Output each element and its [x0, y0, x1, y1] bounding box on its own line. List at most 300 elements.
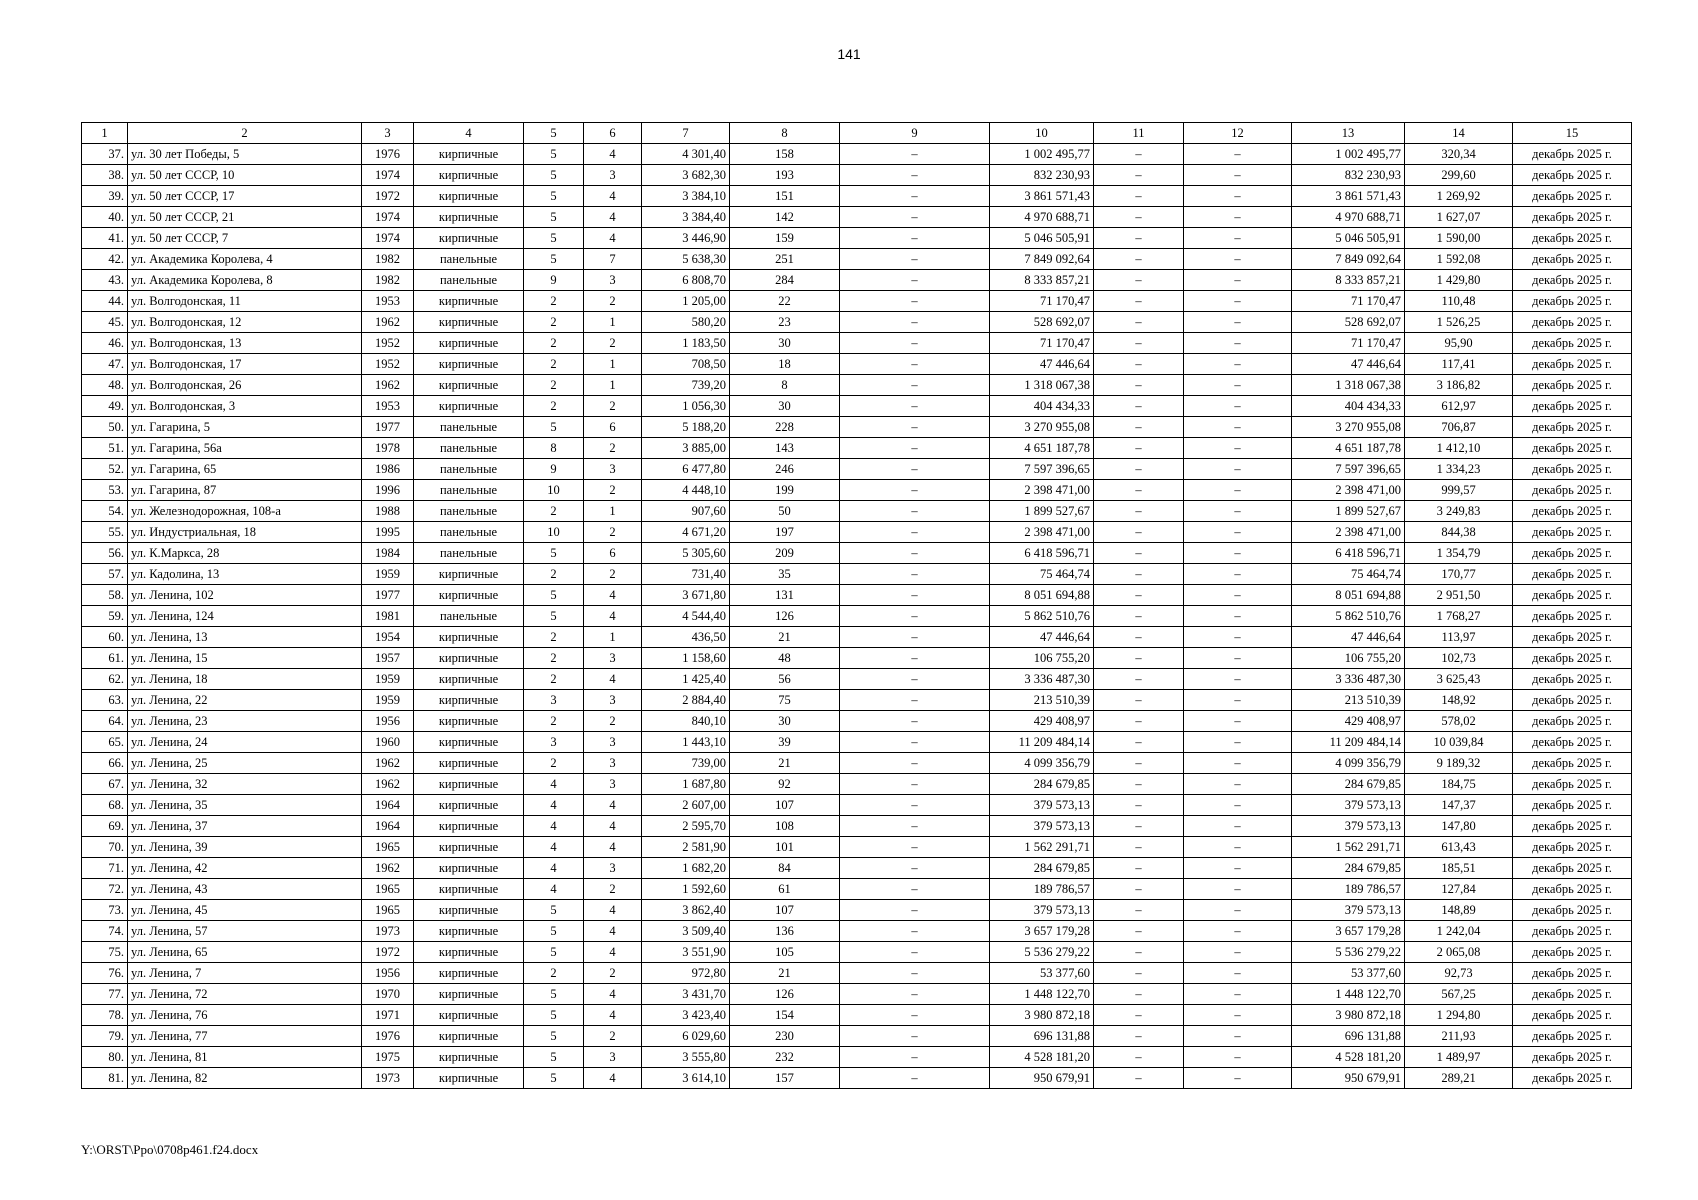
wall-material-cell: кирпичные — [414, 627, 524, 648]
entrances-cell: 1 — [584, 354, 642, 375]
row-number-cell: 48. — [82, 375, 128, 396]
cell-11-cell: – — [1094, 144, 1184, 165]
cell-12-cell: – — [1184, 1047, 1292, 1068]
completion-date-cell: декабрь 2025 г. — [1513, 291, 1632, 312]
row-number-cell: 62. — [82, 669, 128, 690]
cost-per-sqm-cell: 1 269,92 — [1405, 186, 1513, 207]
residents-cell: 107 — [730, 795, 840, 816]
cost-total-cell: 1 318 067,38 — [990, 375, 1094, 396]
cost-per-sqm-cell: 147,37 — [1405, 795, 1513, 816]
table-row — [82, 1026, 1632, 1047]
total-area-cell: 3 862,40 — [642, 900, 730, 921]
year-built-cell: 1974 — [362, 228, 414, 249]
table-row — [82, 837, 1632, 858]
cell-9-cell: – — [840, 879, 990, 900]
row-number-cell: 67. — [82, 774, 128, 795]
cost-total-cell: 189 786,57 — [990, 879, 1094, 900]
total-area-cell: 708,50 — [642, 354, 730, 375]
cost-fund-cell: 950 679,91 — [1292, 1068, 1405, 1089]
residents-cell: 157 — [730, 1068, 840, 1089]
year-built-cell: 1971 — [362, 1005, 414, 1026]
cost-fund-cell: 379 573,13 — [1292, 816, 1405, 837]
column-number: 15 — [1513, 123, 1632, 144]
cell-12-cell: – — [1184, 144, 1292, 165]
table-row — [82, 1005, 1632, 1026]
entrances-cell: 4 — [584, 984, 642, 1005]
cost-total-cell: 528 692,07 — [990, 312, 1094, 333]
wall-material-cell: кирпичные — [414, 690, 524, 711]
residents-cell: 158 — [730, 144, 840, 165]
cost-total-cell: 284 679,85 — [990, 858, 1094, 879]
cost-per-sqm-cell: 706,87 — [1405, 417, 1513, 438]
floors-cell: 5 — [524, 1026, 584, 1047]
year-built-cell: 1977 — [362, 585, 414, 606]
cost-per-sqm-cell: 147,80 — [1405, 816, 1513, 837]
completion-date-cell: декабрь 2025 г. — [1513, 1068, 1632, 1089]
year-built-cell: 1953 — [362, 291, 414, 312]
entrances-cell: 3 — [584, 1047, 642, 1068]
total-area-cell: 3 384,40 — [642, 207, 730, 228]
total-area-cell: 3 446,90 — [642, 228, 730, 249]
year-built-cell: 1970 — [362, 984, 414, 1005]
completion-date-cell: декабрь 2025 г. — [1513, 417, 1632, 438]
cell-12-cell: – — [1184, 186, 1292, 207]
year-built-cell: 1995 — [362, 522, 414, 543]
year-built-cell: 1977 — [362, 417, 414, 438]
table-row — [82, 627, 1632, 648]
wall-material-cell: кирпичные — [414, 753, 524, 774]
completion-date-cell: декабрь 2025 г. — [1513, 753, 1632, 774]
cost-total-cell: 1 562 291,71 — [990, 837, 1094, 858]
year-built-cell: 1976 — [362, 1026, 414, 1047]
cost-total-cell: 832 230,93 — [990, 165, 1094, 186]
cell-12-cell: – — [1184, 585, 1292, 606]
cost-fund-cell: 213 510,39 — [1292, 690, 1405, 711]
cost-total-cell: 696 131,88 — [990, 1026, 1094, 1047]
table-row — [82, 270, 1632, 291]
cell-12-cell: – — [1184, 900, 1292, 921]
entrances-cell: 2 — [584, 564, 642, 585]
wall-material-cell: кирпичные — [414, 291, 524, 312]
column-number: 12 — [1184, 123, 1292, 144]
cost-fund-cell: 1 899 527,67 — [1292, 501, 1405, 522]
row-number-cell: 72. — [82, 879, 128, 900]
floors-cell: 4 — [524, 816, 584, 837]
cell-9-cell: – — [840, 438, 990, 459]
cell-11-cell: – — [1094, 501, 1184, 522]
wall-material-cell: панельные — [414, 270, 524, 291]
floors-cell: 5 — [524, 165, 584, 186]
column-number: 11 — [1094, 123, 1184, 144]
entrances-cell: 4 — [584, 921, 642, 942]
cell-11-cell: – — [1094, 585, 1184, 606]
wall-material-cell: кирпичные — [414, 984, 524, 1005]
total-area-cell: 5 638,30 — [642, 249, 730, 270]
residents-cell: 21 — [730, 753, 840, 774]
year-built-cell: 1962 — [362, 774, 414, 795]
cell-11-cell: – — [1094, 648, 1184, 669]
table-row — [82, 207, 1632, 228]
cell-9-cell: – — [840, 1005, 990, 1026]
total-area-cell: 3 885,00 — [642, 438, 730, 459]
cost-fund-cell: 528 692,07 — [1292, 312, 1405, 333]
year-built-cell: 1962 — [362, 858, 414, 879]
row-number-cell: 59. — [82, 606, 128, 627]
cell-9-cell: – — [840, 459, 990, 480]
cost-fund-cell: 189 786,57 — [1292, 879, 1405, 900]
total-area-cell: 4 544,40 — [642, 606, 730, 627]
address-cell: ул. Ленина, 24 — [128, 732, 362, 753]
entrances-cell: 4 — [584, 144, 642, 165]
residents-cell: 126 — [730, 984, 840, 1005]
cost-per-sqm-cell: 299,60 — [1405, 165, 1513, 186]
cell-9-cell: – — [840, 270, 990, 291]
cost-fund-cell: 429 408,97 — [1292, 711, 1405, 732]
cell-12-cell: – — [1184, 858, 1292, 879]
cell-11-cell: – — [1094, 858, 1184, 879]
column-number: 14 — [1405, 123, 1513, 144]
year-built-cell: 1953 — [362, 396, 414, 417]
entrances-cell: 2 — [584, 333, 642, 354]
wall-material-cell: кирпичные — [414, 333, 524, 354]
cost-total-cell: 379 573,13 — [990, 900, 1094, 921]
floors-cell: 10 — [524, 480, 584, 501]
floors-cell: 2 — [524, 564, 584, 585]
cost-fund-cell: 5 862 510,76 — [1292, 606, 1405, 627]
table-row — [82, 816, 1632, 837]
floors-cell: 2 — [524, 753, 584, 774]
residents-cell: 284 — [730, 270, 840, 291]
cost-total-cell: 4 528 181,20 — [990, 1047, 1094, 1068]
table-row — [82, 144, 1632, 165]
year-built-cell: 1982 — [362, 249, 414, 270]
cell-9-cell: – — [840, 207, 990, 228]
table-row — [82, 942, 1632, 963]
cost-total-cell: 5 536 279,22 — [990, 942, 1094, 963]
cost-total-cell: 47 446,64 — [990, 354, 1094, 375]
entrances-cell: 6 — [584, 417, 642, 438]
year-built-cell: 1960 — [362, 732, 414, 753]
wall-material-cell: кирпичные — [414, 1005, 524, 1026]
residents-cell: 159 — [730, 228, 840, 249]
address-cell: ул. Индустриальная, 18 — [128, 522, 362, 543]
floors-cell: 5 — [524, 921, 584, 942]
wall-material-cell: панельные — [414, 480, 524, 501]
cell-11-cell: – — [1094, 1005, 1184, 1026]
row-number-cell: 69. — [82, 816, 128, 837]
cost-per-sqm-cell: 3 186,82 — [1405, 375, 1513, 396]
cell-9-cell: – — [840, 585, 990, 606]
floors-cell: 5 — [524, 606, 584, 627]
wall-material-cell: кирпичные — [414, 669, 524, 690]
table-row — [82, 1047, 1632, 1068]
wall-material-cell: кирпичные — [414, 396, 524, 417]
completion-date-cell: декабрь 2025 г. — [1513, 312, 1632, 333]
cost-total-cell: 4 099 356,79 — [990, 753, 1094, 774]
cost-per-sqm-cell: 113,97 — [1405, 627, 1513, 648]
row-number-cell: 44. — [82, 291, 128, 312]
address-cell: ул. 50 лет СССР, 10 — [128, 165, 362, 186]
year-built-cell: 1974 — [362, 165, 414, 186]
cost-total-cell: 75 464,74 — [990, 564, 1094, 585]
cost-fund-cell: 53 377,60 — [1292, 963, 1405, 984]
cost-total-cell: 3 861 571,43 — [990, 186, 1094, 207]
floors-cell: 5 — [524, 144, 584, 165]
address-cell: ул. Волгодонская, 13 — [128, 333, 362, 354]
column-number-row — [82, 123, 1632, 144]
cell-11-cell: – — [1094, 396, 1184, 417]
cell-12-cell: – — [1184, 459, 1292, 480]
completion-date-cell: декабрь 2025 г. — [1513, 1047, 1632, 1068]
year-built-cell: 1964 — [362, 795, 414, 816]
cost-per-sqm-cell: 184,75 — [1405, 774, 1513, 795]
completion-date-cell: декабрь 2025 г. — [1513, 858, 1632, 879]
year-built-cell: 1959 — [362, 669, 414, 690]
row-number-cell: 51. — [82, 438, 128, 459]
entrances-cell: 3 — [584, 753, 642, 774]
row-number-cell: 60. — [82, 627, 128, 648]
cell-11-cell: – — [1094, 711, 1184, 732]
cost-per-sqm-cell: 102,73 — [1405, 648, 1513, 669]
year-built-cell: 1981 — [362, 606, 414, 627]
address-cell: ул. Ленина, 124 — [128, 606, 362, 627]
completion-date-cell: декабрь 2025 г. — [1513, 921, 1632, 942]
address-cell: ул. Ленина, 35 — [128, 795, 362, 816]
cost-fund-cell: 3 980 872,18 — [1292, 1005, 1405, 1026]
cell-11-cell: – — [1094, 774, 1184, 795]
entrances-cell: 4 — [584, 900, 642, 921]
completion-date-cell: декабрь 2025 г. — [1513, 669, 1632, 690]
completion-date-cell: декабрь 2025 г. — [1513, 186, 1632, 207]
wall-material-cell: кирпичные — [414, 228, 524, 249]
table-row — [82, 186, 1632, 207]
cost-per-sqm-cell: 613,43 — [1405, 837, 1513, 858]
floors-cell: 2 — [524, 627, 584, 648]
floors-cell: 5 — [524, 942, 584, 963]
address-cell: ул. 50 лет СССР, 21 — [128, 207, 362, 228]
cell-11-cell: – — [1094, 1047, 1184, 1068]
address-cell: ул. Ленина, 15 — [128, 648, 362, 669]
cell-12-cell: – — [1184, 1068, 1292, 1089]
total-area-cell: 3 431,70 — [642, 984, 730, 1005]
total-area-cell: 2 595,70 — [642, 816, 730, 837]
cost-per-sqm-cell: 612,97 — [1405, 396, 1513, 417]
table-row — [82, 291, 1632, 312]
completion-date-cell: декабрь 2025 г. — [1513, 543, 1632, 564]
address-cell: ул. Железнодорожная, 108-а — [128, 501, 362, 522]
cost-total-cell: 950 679,91 — [990, 1068, 1094, 1089]
completion-date-cell: декабрь 2025 г. — [1513, 900, 1632, 921]
cell-11-cell: – — [1094, 564, 1184, 585]
floors-cell: 10 — [524, 522, 584, 543]
address-cell: ул. 50 лет СССР, 7 — [128, 228, 362, 249]
floors-cell: 5 — [524, 900, 584, 921]
floors-cell: 2 — [524, 648, 584, 669]
cell-11-cell: – — [1094, 690, 1184, 711]
cell-12-cell: – — [1184, 522, 1292, 543]
cost-per-sqm-cell: 9 189,32 — [1405, 753, 1513, 774]
cell-11-cell: – — [1094, 837, 1184, 858]
table-row — [82, 921, 1632, 942]
cost-per-sqm-cell: 170,77 — [1405, 564, 1513, 585]
table-row — [82, 228, 1632, 249]
cell-9-cell: – — [840, 837, 990, 858]
cell-12-cell: – — [1184, 480, 1292, 501]
entrances-cell: 2 — [584, 879, 642, 900]
cell-9-cell: – — [840, 774, 990, 795]
cell-12-cell: – — [1184, 921, 1292, 942]
floors-cell: 5 — [524, 417, 584, 438]
cost-total-cell: 5 046 505,91 — [990, 228, 1094, 249]
cost-per-sqm-cell: 1 526,25 — [1405, 312, 1513, 333]
total-area-cell: 3 671,80 — [642, 585, 730, 606]
completion-date-cell: декабрь 2025 г. — [1513, 711, 1632, 732]
completion-date-cell: декабрь 2025 г. — [1513, 207, 1632, 228]
cell-9-cell: – — [840, 543, 990, 564]
cost-fund-cell: 75 464,74 — [1292, 564, 1405, 585]
year-built-cell: 1954 — [362, 627, 414, 648]
cell-12-cell: – — [1184, 816, 1292, 837]
table-row — [82, 900, 1632, 921]
year-built-cell: 1972 — [362, 942, 414, 963]
entrances-cell: 2 — [584, 438, 642, 459]
row-number-cell: 39. — [82, 186, 128, 207]
table-row — [82, 585, 1632, 606]
wall-material-cell: кирпичные — [414, 354, 524, 375]
completion-date-cell: декабрь 2025 г. — [1513, 396, 1632, 417]
cell-11-cell: – — [1094, 669, 1184, 690]
year-built-cell: 1976 — [362, 144, 414, 165]
residents-cell: 30 — [730, 333, 840, 354]
entrances-cell: 2 — [584, 396, 642, 417]
cell-11-cell: – — [1094, 1068, 1184, 1089]
address-cell: ул. Ленина, 13 — [128, 627, 362, 648]
cost-fund-cell: 47 446,64 — [1292, 354, 1405, 375]
cell-11-cell: – — [1094, 459, 1184, 480]
cell-11-cell: – — [1094, 249, 1184, 270]
year-built-cell: 1972 — [362, 186, 414, 207]
cell-9-cell: – — [840, 354, 990, 375]
entrances-cell: 4 — [584, 816, 642, 837]
cell-9-cell: – — [840, 249, 990, 270]
row-number-cell: 63. — [82, 690, 128, 711]
cell-12-cell: – — [1184, 438, 1292, 459]
table-row — [82, 249, 1632, 270]
column-number: 7 — [642, 123, 730, 144]
column-number: 9 — [840, 123, 990, 144]
cost-per-sqm-cell: 3 625,43 — [1405, 669, 1513, 690]
total-area-cell: 3 423,40 — [642, 1005, 730, 1026]
entrances-cell: 1 — [584, 501, 642, 522]
residents-cell: 251 — [730, 249, 840, 270]
total-area-cell: 1 158,60 — [642, 648, 730, 669]
cell-11-cell: – — [1094, 732, 1184, 753]
row-number-cell: 55. — [82, 522, 128, 543]
cell-11-cell: – — [1094, 795, 1184, 816]
completion-date-cell: декабрь 2025 г. — [1513, 732, 1632, 753]
cost-total-cell: 7 597 396,65 — [990, 459, 1094, 480]
cell-12-cell: – — [1184, 1005, 1292, 1026]
completion-date-cell: декабрь 2025 г. — [1513, 564, 1632, 585]
table-row — [82, 711, 1632, 732]
address-cell: ул. Ленина, 82 — [128, 1068, 362, 1089]
cost-fund-cell: 11 209 484,14 — [1292, 732, 1405, 753]
cell-12-cell: – — [1184, 690, 1292, 711]
completion-date-cell: декабрь 2025 г. — [1513, 837, 1632, 858]
residents-cell: 197 — [730, 522, 840, 543]
cost-total-cell: 7 849 092,64 — [990, 249, 1094, 270]
cell-12-cell: – — [1184, 837, 1292, 858]
cell-9-cell: – — [840, 564, 990, 585]
column-number: 10 — [990, 123, 1094, 144]
cell-9-cell: – — [840, 165, 990, 186]
cell-12-cell: – — [1184, 249, 1292, 270]
cost-total-cell: 429 408,97 — [990, 711, 1094, 732]
entrances-cell: 1 — [584, 627, 642, 648]
cell-11-cell: – — [1094, 816, 1184, 837]
total-area-cell: 3 384,10 — [642, 186, 730, 207]
cell-12-cell: – — [1184, 165, 1292, 186]
residents-cell: 21 — [730, 627, 840, 648]
entrances-cell: 4 — [584, 585, 642, 606]
row-number-cell: 49. — [82, 396, 128, 417]
completion-date-cell: декабрь 2025 г. — [1513, 963, 1632, 984]
row-number-cell: 80. — [82, 1047, 128, 1068]
wall-material-cell: кирпичные — [414, 921, 524, 942]
year-built-cell: 1964 — [362, 816, 414, 837]
year-built-cell: 1952 — [362, 354, 414, 375]
entrances-cell: 1 — [584, 312, 642, 333]
cost-fund-cell: 4 970 688,71 — [1292, 207, 1405, 228]
wall-material-cell: кирпичные — [414, 879, 524, 900]
cost-per-sqm-cell: 999,57 — [1405, 480, 1513, 501]
completion-date-cell: декабрь 2025 г. — [1513, 1026, 1632, 1047]
total-area-cell: 1 205,00 — [642, 291, 730, 312]
table-row — [82, 795, 1632, 816]
cost-total-cell: 379 573,13 — [990, 816, 1094, 837]
total-area-cell: 3 614,10 — [642, 1068, 730, 1089]
row-number-cell: 79. — [82, 1026, 128, 1047]
cost-total-cell: 404 434,33 — [990, 396, 1094, 417]
wall-material-cell: панельные — [414, 501, 524, 522]
cost-fund-cell: 4 651 187,78 — [1292, 438, 1405, 459]
year-built-cell: 1996 — [362, 480, 414, 501]
residents-cell: 143 — [730, 438, 840, 459]
wall-material-cell: панельные — [414, 459, 524, 480]
cost-fund-cell: 6 418 596,71 — [1292, 543, 1405, 564]
entrances-cell: 4 — [584, 1005, 642, 1026]
floors-cell: 5 — [524, 249, 584, 270]
total-area-cell: 4 301,40 — [642, 144, 730, 165]
cell-12-cell: – — [1184, 333, 1292, 354]
total-area-cell: 3 551,90 — [642, 942, 730, 963]
cost-per-sqm-cell: 211,93 — [1405, 1026, 1513, 1047]
table-row — [82, 774, 1632, 795]
cost-fund-cell: 1 448 122,70 — [1292, 984, 1405, 1005]
wall-material-cell: кирпичные — [414, 144, 524, 165]
cost-total-cell: 1 899 527,67 — [990, 501, 1094, 522]
total-area-cell: 4 671,20 — [642, 522, 730, 543]
residents-cell: 228 — [730, 417, 840, 438]
entrances-cell: 2 — [584, 711, 642, 732]
column-number: 4 — [414, 123, 524, 144]
cost-fund-cell: 3 861 571,43 — [1292, 186, 1405, 207]
floors-cell: 2 — [524, 333, 584, 354]
residents-cell: 75 — [730, 690, 840, 711]
row-number-cell: 47. — [82, 354, 128, 375]
cost-total-cell: 1 448 122,70 — [990, 984, 1094, 1005]
cell-11-cell: – — [1094, 963, 1184, 984]
